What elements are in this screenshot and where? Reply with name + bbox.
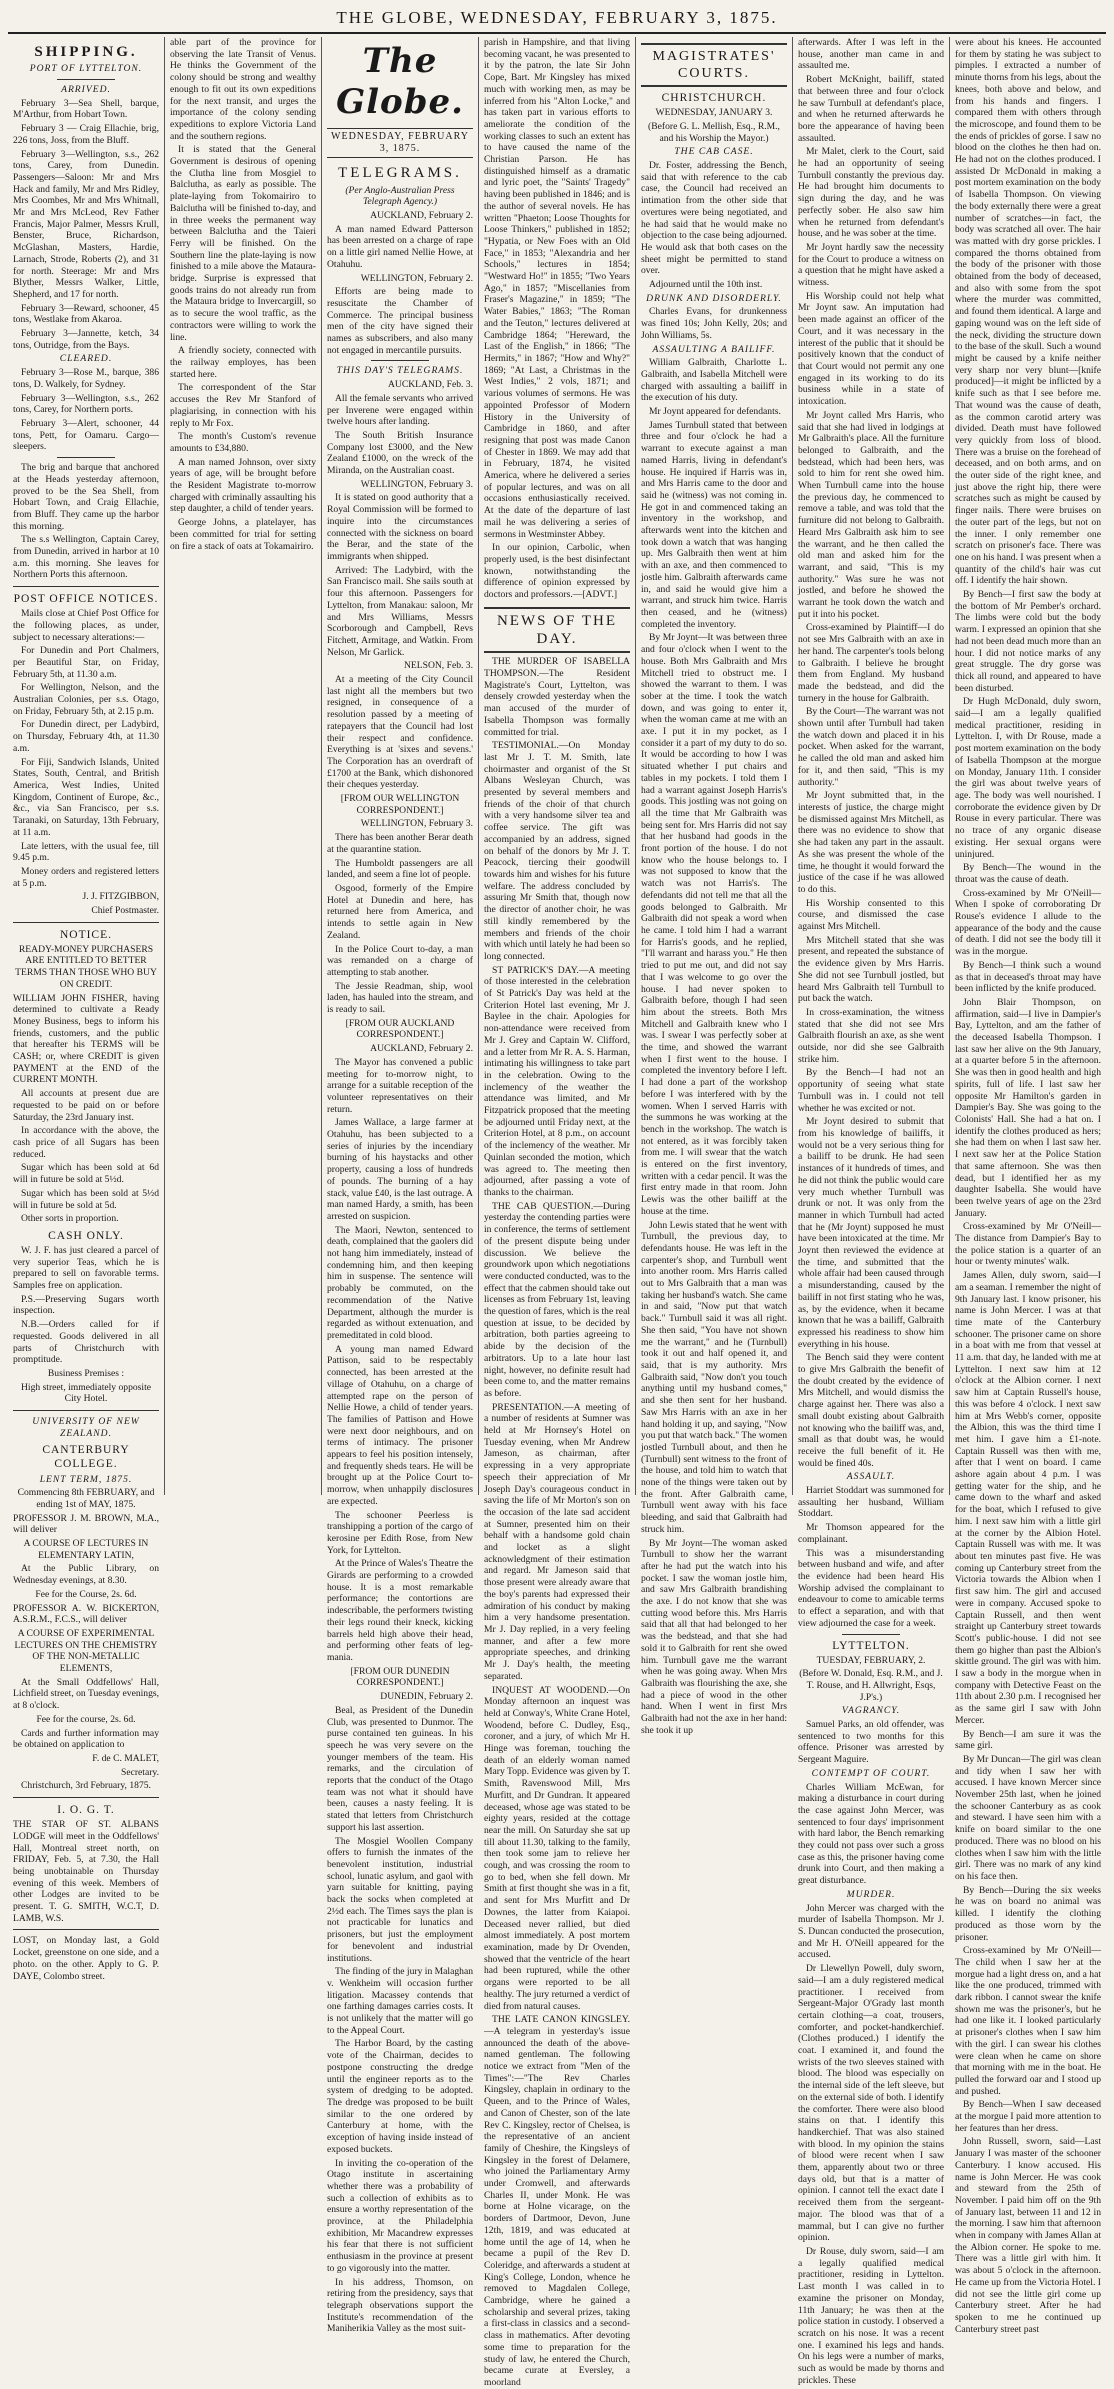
col5-para-17: Mr Thomson appeared for the complainant.	[798, 1522, 944, 1545]
tele-4: The South British Insurance Company lost £3000, and the New Zealand £1000, on the wreck of the Miranda, on the Australian coast.	[327, 429, 473, 477]
arrival-5: February 3—Jannette, ketch, 34 tons, Outridge, from the Bays.	[13, 328, 159, 351]
wellington-corr: [FROM OUR WELLINGTON CORRESPONDENT.]	[340, 793, 460, 816]
tele-5-place: WELLINGTON, February 3.	[360, 478, 473, 490]
premises-label: Business Premises :	[47, 1367, 125, 1379]
tele-19-place: DUNEDIN, February 2.	[380, 1691, 473, 1703]
shipping-para-2: The s.s Wellington, Captain Carey, from Dunedin, arrived in harbor at 10 a.m. this morning. She leaves for Northern Ports this afternoon.	[13, 534, 159, 581]
col6-para-3: Dr Hugh McDonald, duly sworn, said—I am a legally qualified medical practitioner, residing in Lyttelton. I, with Dr Rouse, made a post mortem examination on the body of Isabella Thompson at the morgue on Monday, January 11th. I consider the girl was about twelve years of age. The body was well nourished. I corroborate the evidence given by Dr Rouse in every particular. There was no trace of any organic disease existing. Her sexual organs were uninjured.	[955, 696, 1101, 860]
contempt-para: Charles William McEwan, for making a disturbance in court during the case against John Mercer, was sentenced to four days' imprisonment with hard labor, the Bench remarking they could not pass over such a gross case as this, the prisoner having come drunk into Court, and then making a great disturbance.	[798, 1781, 944, 1887]
tele-8: There has been another Berar death at the quarantine station.	[327, 832, 473, 855]
tele-3: All the female servants who arrived per Inverene were engaged within twelve hours after landing.	[327, 392, 473, 428]
murder-para-2: Dr Llewellyn Powell, duly sworn, said—I am a duly registered medical practitioner. I received from Sergeant-Major O'Grady last month certain clothing—a coat, trousers, comforter, and pocket-handkerchief. (Clothes produced.) I identify the coat. I examined it, and found the wrists of the two sleeves stained with blood. The blood was especially on the internal side of the left sleeve, but on the external side of both. I identify the comforter. There were also blood stains on that. I identify this handkerchief. That was also stained with blood. In my opinion the stains of blood were recent when I saw them, apparently about two or three days old, but that is a matter of opinion. I cannot tell the exact date I received them from the sergeant-major. The blood was that of a mammal, but I can give no further opinion.	[798, 1963, 944, 2244]
university-title: UNIVERSITY OF NEW ZEALAND.	[32, 1416, 140, 1439]
christchurch-title: CHRISTCHURCH.	[661, 92, 767, 105]
news-6: INQUEST AT WOODEND.—On Monday afternoon an inquest was held at Conway's, White Crane Hotel, Woodend, before C. Dudley, Esq., coroner, and a jury, of which Mr H. Hinge was foreman, touching the death of an elderly woman named Mary Topp. Evidence was given by T. Smith, Ravenswood Mill, Mrs Murfitt, and Dr Gundran. It appeared deceased, whose age was stated to be eighty years, resided at the cottage near the mill. On Saturday she sat up till about 11.30, talking to the family, then took some jam to relieve her cough, and was crossing the room to go to bed, when she fell down. Mr Smith at first thought she was in a fit, and sent for Mrs Murfitt and Dr Downes, the latter from Kaiapoi. Deceased never rallied, but died almost immediately. A post mortem examination, made by Dr Ovenden, showed that the ventricle of the heart had been ruptured, while the other organs were reported to be all healthy. The jury returned a verdict of died from natural causes.	[484, 1684, 630, 2012]
prof2-para: PROFESSOR A. W. BICKERTON, A.S.R.M., F.C.S., will deliver	[13, 1602, 159, 1626]
assault-para-5: John Lewis stated that he went with Turnbull, the previous day, to defendants house. He was left in the carpenter's shop, and Turnbull went into another room. Mrs Harris called out to Mrs Galbraith that a man was taking her husband's watch. She came in and said, "Now put that watch back." Turnbull said it was all right. She then said, "You have not shown me the warrant," and he (Turnbull) took it out and half opened it, and said, that is my authority. Mrs Galbraith said, "Now don't you touch anything until my husband comes," and she then sent for her husband. Saw Mrs Harris with an axe in her hand holding it up, and saying, "Now you put that watch back." The women jostled Turnbull about, and then he (Turnbull) sent witness to the front of the house, and told him to watch that none of the things were taken out by the front. After Galbraith came, Turnbull went away with his face bleeding, and said that Galbraith had struck him.	[641, 1219, 787, 1535]
news-title: NEWS OF THE DAY.	[484, 607, 630, 654]
notice-para-1: WILLIAM JOHN FISHER, having determined to cultivate a Ready Money Business, begs to inform his friends, customers, and the public that hereafter his TERMS will be CASH; or, where CREDIT is given PAYMENT at the END of the CURRENT MONTH.	[13, 992, 159, 1086]
tele-5: It is stated on good authority that a Royal Commission will be formed to inquire into the circumstances connected with the sickness on board the Berar, and the state of the immigrants when shipped.	[327, 492, 473, 562]
column-3	[322, 37, 479, 2335]
col6-para-12: By Bench—During the six weeks he was on board no animal was killed. I identify the clothing produced as those worn by the prisoner.	[955, 1884, 1101, 1943]
tele-9: The Humboldt passengers are all landed, and seem a fine lot of people.	[327, 857, 473, 881]
column-4	[479, 37, 636, 2388]
college-title: CANTERBURY COLLEGE.	[42, 1444, 130, 1471]
cab-case-heading: THE CAB CASE.	[674, 146, 754, 158]
auckland-corr: [FROM OUR AUCKLAND CORRESPONDENT.]	[345, 1017, 455, 1041]
assault-bailiff-heading: ASSAULTING A BAILIFF.	[652, 343, 776, 355]
arrived-heading: ARRIVED.	[61, 84, 111, 95]
col6-para-11: By Mr Duncan—The girl was clean and tidy when I saw her with accused. I have known Mercer since November 25th last, when he joined the schooner Canterbury as as cook and steward. I have seen him with a knife on board similar to the one produced. There was no blood on his clothes when I saw him with the little girl. There was no mark of any kind on his face then.	[955, 1753, 1101, 1882]
adjourned-note: Adjourned until the 10th inst.	[649, 279, 763, 291]
col6-para-8: Cross-examined by Mr O'Neill—The distance from Dampier's Bay to the police station is a quarter of an hour or twenty minutes' walk.	[955, 1221, 1101, 1268]
col5-para-1: afterwards. After I was left in the house, another man came in and assaulted me.	[798, 37, 944, 72]
post-sign-2: Chief Postmaster.	[91, 905, 159, 917]
iogt-title: I. O. G. T.	[57, 1804, 115, 1817]
prof1-fee: Fee for the Course, 2s. 6d.	[35, 1588, 137, 1600]
lost-para: LOST, on Monday last, a Gold Locket, greenstone on one side, and a photo. on the other. Apply to G. P. DAYE, Colombo street.	[13, 1935, 159, 1982]
prof2-fee: Fee for the course, 2s. 6d.	[36, 1713, 136, 1725]
prof2-location: At the Small Oddfellows' Hall, Lichfield street, on Tuesday evenings, at 8 o'clock.	[13, 1676, 160, 1712]
cards-sign-1: F. de C. MALET,	[92, 1752, 159, 1764]
col5-para-14: Mr Joynt desired to submit that from his knowledge of bailiffs, it would not be a very serious thing for a bailiff to be drunk. He had seen instances of it hundreds of times, and he did not think the public would care very much whether Turnbull was drunk or not. It was only from the manner in which Turnbull had acted that he (Mr Joynt) supposed he must have been intoxicated at the time. Mr Joynt then reviewed the evidence at the time, and submitted that the whole affair had been caused through a misunderstanding, caused by the bailiff in not first stating who he was, as, by the evidence, when it became known that he was a bailiff, Galbraith expressed his readiness to show him everything in his house.	[798, 1116, 944, 1350]
tele-21: The finding of the jury in Malaghan v. Wenkheim will occasion further litigation. Macassey contends that one farthing damages carries costs. It is not unlikely that the matter will go to the Appeal Court.	[327, 1966, 474, 2036]
column-7	[950, 37, 1106, 2335]
arrival-2: February 3 — Craig Ellachie, brig, 226 tons, Joss, from the Bluff.	[13, 123, 159, 146]
post-para-1: Mails close at Chief Post Office for the following places, as under, subject to necessary alterations:—	[13, 608, 159, 643]
tele-8-place: WELLINGTON, February 3.	[360, 818, 473, 830]
masthead: THE GLOBE, WEDNESDAY, FEBRUARY 3, 1875.	[8, 6, 1106, 34]
agency-note: (Per Anglo-Australian Press Telegraph Agency.)	[345, 184, 455, 208]
column-2	[165, 37, 322, 1495]
arrival-3: February 3—Wellington, s.s., 262 tons, Carey, from Dunedin. Passengers—Saloon: Mr and Mrs Hack and family, Mr and Mrs Ridley, Mrs Coombes, Mr and Mrs Whitnall, Mr and Mrs McLeod, Rev Father Francis, Major Palmer, Messrs Krull, Benster, Bruce, Richardson, McGlashan, Masters, Hardie, Larnach, Strode, Roberts (2), and 31 for north. Steerage: Mr and Mrs Blyther, Messrs Walker, Little, Shepherd, and 17 for north.	[13, 148, 159, 300]
arrival-1: February 3—Sea Shell, barque, M'Arthur, from Hobart Town.	[13, 97, 159, 121]
cards-para: Cards and further information may be obtained on application to	[13, 1727, 159, 1751]
assault-para-2: Mr Joynt appeared for defendants.	[649, 406, 781, 418]
court-date: WEDNESDAY, JANUARY 3.	[655, 107, 773, 119]
col5-para-6: Mr Joynt called Mrs Harris, who said that she had lived in lodgings at Mr Galbraith's place. All the furniture belonged to Galbraith, and the bedstead, which had been hers, was sold to him for rent she owed him. When Turnbull came into the house the previous day, he commenced to remove a table, and was told that the furniture did not belong to Galbraith. Heard Mrs Galbraith ask him to see the warrant, and he then called the old man and asked him for the warrant, and said, "This is my authority." Was sure he was not jostled, and before he showed the warrant he took down the watch and put it into his pocket.	[798, 409, 944, 620]
col2-continued: able part of the province for observing the late Transit of Venus. He thinks the Government of the colony should be strong and wealthy enough to fit out its own expeditions for the next transit, and urges the importance of the colony sending expeditions to explore Victoria Land and the southern regions.	[170, 37, 316, 142]
col6-para-6: By Bench—I think such a wound as that in deceased's throat may have been inflicted by the knife produced.	[955, 959, 1101, 995]
col5-para-11: Mrs Mitchell stated that she was present, and repeated the substance of the evidence given by Mrs Harris. She did not see Turnbull jostled, but heard Mrs Galbraith tell Turnbull to put back the watch.	[798, 934, 944, 1005]
tele-15: The Maori, Newton, sentenced to death, complained that the gaolers did not hang him immediately, instead of condemning him, and then keeping him in suspense. The sentence will probably be commuted, on the recommendation of the Native Department, although the murder is regarded as without extenuation, and premeditated in cold blood.	[327, 1224, 473, 1341]
col2-para-4: The correspondent of the Star accuses the Rev Mr Stanford of plagiarising, in connection with his reply to Mr Fox.	[170, 382, 316, 429]
news-4: THE CAB QUESTION.—During yesterday the contending parties were in conference, the terms of settlement of the present dispute being under discussion. We believe the groundwork upon which negotiations were conducted conducted, was to the effect that the cabmen should take out licenses as from February 1st, leaving the question of fares, which is the real question at issue, to be decided by arbitration, both parties agreeing to abide by the decision of the arbitrators. Up to a late hour last night, however, no definite result had been come to, and the matter remains as before.	[484, 1200, 630, 1399]
vagrancy-para: Samuel Parks, an old offender, was sentenced to two months for this offence. Prisoner was arrested by Sergeant Maguire.	[798, 1719, 944, 1766]
cards-sign-2: Secretary.	[121, 1766, 159, 1778]
cab-para: Dr. Foster, addressing the Bench, said that with reference to the cab case, the Council had received an intimation from the other side that overtures were being negotiated, and he had said that he would make no objection to the case being adjourned. He would ask that both cases on the sheet might be permitted to stand over.	[641, 159, 787, 277]
clearance-2: February 3—Wellington, s.s., 262 tons, Carey, for Northern ports.	[13, 392, 159, 416]
vagrancy-heading: VAGRANCY.	[841, 1705, 901, 1717]
col6-para-1: were about his knees. He accounted for them by stating he was subject to pimples. I extracted a number of minute thorns from his legs, about the knees, both above and below, and from his hands and fingers. I compared them with others through the microscope, and found them to be the ends of prickles of gorse. I saw no blood on the clothes he then had on. He had not on the clothes produced. I assisted Dr McDonald in making a post mortem examination on the body of Isabella Thompson. On viewing the body externally there were a great number of scratches—in fact, the body was scratched all over. The hair was matted with dry gorse prickles. I compared the thorns obtained from the body of the prisoner with those obtained from the body of deceased, and also with some from the spot where the murder was committed, and found them identical. A large and gaping wound was on the left side of the neck, dividing the structure down to the base of the skull. Such a wound might be caused by a knife neither very sharp nor very blunt—[knife produced]—it might be inflicted by a knife such as that I see before me. That wound was the cause of death, as the common carotid artery was divided. Death must have followed very quickly from loss of blood. There was a bruise on the forehead of deceased, and on both arms, and on the outer side of the right knee, and just above the right hip, there were scratches such as might be caused by finger nails. There were bruises on the outer part of the legs, but not on the inner. I only remember one scratch on prisoner's face. There was one on his hand. I was present when a quantity of the child's hair was cut off. I identify the hair shown.	[955, 37, 1101, 587]
notice-para-6: Other sorts in proportion.	[21, 1213, 119, 1225]
premises-address: High street, immediately opposite City Hotel.	[20, 1381, 152, 1405]
tele-11: In the Police Court to-day, a man was remanded on a charge of attempting to stab another.	[327, 943, 473, 978]
term-dates: Commencing 8th FEBRUARY, and ending 1st of MAY, 1875.	[17, 1487, 155, 1510]
col3-para-1: parish in Hampshire, and that living becoming vacant, he was presented to it by the patron, the late Sir John Cope, Bart. Mr Kingsley has mixed much with working men, as may be inferred from his "Alton Locke," and has taken part in various efforts to ameliorate the condition of the working classes to such an extent has to have caused the name of the Christian Parson. He has distinguished himself as a dramatic and lyric poet, the "Saints' Tragedy" having been published in 1846; and is the author of several novels. He has written "Phaeton; Loose Thoughts for Loose Thinkers," published in 1852; "Hypatia, or New Foes with an Old Face," in 1853; "Alexandria and her Schools," lectures in 1854; "Westward Ho!" in 1855; "Two Years Ago," in 1857; "Miscellanies from Fraser's Magazine," in 1859; "The Water Babies," 1863; "The Roman and the Teuton," lectures delivered at Cambridge 1864; "Hereward, the Last of the English," in 1866; "The Hermits," in 1867; "How and Why?" 1869; "At Last, a Christmas in the West Indies," 2 vols, 1871; and various volumes of sermons. He was appointed Professor of Modern History in the University of Cambridge in 1860, and after resigning that post was made Canon of Chester in 1869. We may add that in February, 1874, he visited America, where he delivered a series of popular lectures, and was on all occasions enthusiastically received. At the date of the departure of last mail he was delivering a series of sermons in Westminster Abbey.	[484, 37, 630, 540]
this-day-title: THIS DAY'S TELEGRAMS.	[336, 365, 464, 377]
col5-para-13: By the Bench—I had not an opportunity of seeing what state Turnbull was in. I could not tell whether he was excited or not.	[798, 1067, 944, 1114]
drunk-para: Charles Evans, for drunkenness was fined 10s; John Kelly, 20s; and John Williams, 5s.	[641, 306, 787, 341]
tele-12: The Jessie Readman, ship, wool laden, has hauled into the stream, and is ready to sail.	[327, 980, 473, 1016]
tele-20: The Mosgiel Woollen Company offers to furnish the inmates of the benevolent institution, industrial school, lunatic asylum, and gaol with yarn suitable for knitting, paying back the socks when completed at 2½d each. The Times says the plan is not practicable for lunatics and prisoners, but just the employment for benevolent and industrial institutions.	[327, 1835, 473, 1964]
cash-para-3: N.B.—Orders called for if requested. Goods delivered in all parts of Christchurch with promptitude.	[13, 1319, 159, 1366]
clearance-1: February 3—Rose M., barque, 386 tons, D. Walkely, for Sydney.	[13, 367, 159, 390]
notice-para-2: All accounts at present due are requested to be paid on or before Saturday, the 23rd January inst.	[13, 1088, 159, 1123]
post-title: POST OFFICE NOTICES.	[13, 593, 159, 606]
cash-para-2: P.S.—Preserving Sugars worth inspection.	[13, 1293, 159, 1317]
col2-para-7: George Johns, a platelayer, has been committed for trial for setting on fire a stack of oats at Tokamairiro.	[170, 517, 316, 552]
tele-1-place: AUCKLAND, February 2.	[370, 210, 473, 222]
iogt-para: THE STAR OF ST. ALBANS LODGE will meet in the Oddfellows' Hall, Montreal street north, on FRIDAY, Feb. 5, at 7.30, the Hall being unobtainable on Thursday evening of this week. Members of other Lodges are invited to be present. T. G. SMITH, W.C.T, D. LAMB, W.S.	[13, 1819, 159, 1924]
tele-18: At the Prince of Wales's Theatre the Girards are performing to a crowded house. It is a most remarkable performance; the contortions are indescribable, the performers twisting their legs round their kneck, kicking barrels held high above their head, and performing other feats of leg-mania.	[327, 1558, 473, 1663]
tele-13: The Mayor has convened a public meeting for to-morrow night, to arrange for a suitable reception of the volunteer representatives on their return.	[327, 1056, 473, 1115]
col2-para-2: It is stated that the General Government is desirous of opening the Clutha line from Mosgiel to Balclutha, as early as possible. The plate-laying from Tokomairiro to Balclutha will be finished to-day, and in three weeks the permanent way between Balclutha and the Taieri Ferry will be finished. On the Southern line the plate-laying is now finished to a mile above the Mataura-bridge. Surprise is expressed that goods trains do not already run from the Mataura bridge to Invercargill, so as to secure the wool traffic, as the contractors were willing to work the line.	[170, 144, 316, 343]
col2-para-5: The month's Custom's revenue amounts to £34,880.	[170, 431, 316, 454]
assault-para-3: James Turnbull stated that between three and four o'clock he had a warrant to execute against a man named Harris, living in defendant's house. He inquired if Harris was in, and Mrs Harris came to the door and said he (witness) was not coming in. He got in and commenced taking an inventory in the workshop, and afterwards went into the kitchen and took down a watch that was hanging up. Mrs Galbraith then went at him with an axe, and then commenced to jostle him. Galbraith afterwards came in, and said he would give him a warrant, and struck him twice. Harris then ceased, and he (witness) completed the inventory.	[641, 419, 787, 630]
cash-para-1: W. J. F. has just cleared a parcel of very superior Teas, which he is prepared to sell on favorable terms. Samples free on application.	[13, 1244, 159, 1292]
tele-2-place: WELLINGTON, February 2.	[360, 272, 473, 284]
tele-16: A young man named Edward Pattison, said to be respectably connected, has been arrested at the village of Otahuhu, on a charge of attempted rape on the person of Nellie Howe, a child of tender years. The families of Pattison and Howe were next door neighbours, and on terms of intimacy. The prisoner appears to feel his position intensely, and frequently sheds tears. He will be brought up at the Police Court to-morrow, when unhappily disclosures are expected.	[327, 1343, 473, 1507]
magistrates-title: MAGISTRATES' COURTS.	[641, 43, 787, 87]
col6-para-15: John Russell, sworn, said—Last January I was master of the schooner Canterbury. I know accused. His name is John Mercer. He was cook and steward from the 25th of November. I paid him off on the 9th of January last, between 11 and 12 in the morning. I saw him that afternoon when in company with James Allan at the Albion corner. He spoke to me. There was a little girl with him. It was about 5 o'clock in the afternoon. He came up from the Victoria Hotel. I did not see the little girl come up Canterbury street. After he had spoken to me he continued up Canterbury street past	[955, 2136, 1102, 2335]
prof1-course: A COURSE OF LECTURES IN ELEMENTARY LATIN,	[23, 1538, 149, 1561]
col3-para-2: In our opinion, Carbolic, when properly used, is the best disinfectant known, notwithstanding the difference of opinion expressed by doctors and professors.—[ADVT.]	[484, 542, 630, 601]
tele-7: At a meeting of the City Council last night all the members but two resigned, in consequence of a resolution passed by a meeting of ratepayers that the Council had lost their respect and confidence. Everything is at 'sixes and sevens.' The Corporation has an overdraft of £1700 at the Bank, which dishonored their cheques yesterday.	[327, 674, 473, 791]
term-title: LENT TERM, 1875.	[39, 1473, 133, 1485]
col5-para-12: In cross-examination, the witness stated that she did not see Mrs Galbraith flourish an axe, as she went outside, nor did she see Galbraith strike him.	[798, 1006, 944, 1065]
post-para-2: For Dunedin and Port Chalmers, per Beautiful Star, on Friday, February 5th, at 11.30 a.m.	[13, 645, 159, 680]
news-2: TESTIMONIAL.—On Monday last Mr J. T. M. Smith, late choirmaster and organist of the St Albans Wesleyan Church, was presented by several members and friends of the choir of that church with a very handsome silver tea and coffee service. The gift was accompanied by an address, signed on behalf of the donors by Mr J. T. Peacock, tiercing their goodwill towards him and wishes for his future welfare. The address concluded by assuring Mr Smith that, though now the director of another choir, he was still kindly remembered by the members and friends of the choir with which until lately he had been so long connected.	[484, 740, 630, 962]
lyttelton-title: LYTTELTON.	[832, 1639, 910, 1652]
telegrams-title: TELEGRAMS.	[338, 165, 462, 182]
assault-para-6: By Mr Joynt—The woman asked Turnbull to show her the warrant after he had put the watch into his pocket. I saw the woman jostle him, and saw Mrs Galbraith brandishing the axe. I do not know that she was cutting wood before this. Mrs Harris said that all that had belonged to her was the bedstead, and that she had sold it to Galbraith for rent she owed him. Turnbull gave me the warrant when he was going away. When Mrs Galbraith was flourishing the axe, she had a piece of wood in the other hand. When I went in first Mrs Galbraith had not the axe in her hand: she took it up	[641, 1537, 787, 1736]
tele-22: The Harbor Board, by the casting vote of the Chairman, decides to postpone constructing the dredge until the engineer reports as to the system of dredging to be adopted. The dredge was proposed to be built similar to the one ordered by Canterbury at home, with the exception of having inside instead of exposed buckets.	[327, 2038, 473, 2155]
news-7: THE LATE CANON KINGSLEY.—A telegram in yesterday's issue announced the death of the above-named gentleman. The following notice we extract from "Men of the Times":—"The Rev Charles Kingsley, chaplain in ordinary to the Queen, and to the Prince of Wales, and Canon of Chester, son of the late Rev C. Kingsley, rector of Chelsea, is the representative of an ancient family of Cheshire, the Kingsleys of Kingsley in the forest of Delamere, who joined the Parliamentary Army under Cromwell, and afterwards Charles II, under Monk. He was borne at Holne vicarage, on the borders of Dartmoor, Devon, June 12th, 1819, and was educated at home until the age of 14, when he became a pupil of the Rev D. Coleridge, and afterwards a student at King's College, London, whence he removed to Magdalen College, Cambridge, where he gained a scholarship and several prizes, taking a first-class in classics and a second-class in mathematics. After devoting some time to preparation for the study of law, he entered the Church, became curate at Eversley, a moorland	[484, 2014, 630, 2388]
col5-para-8: By the Court—The warrant was not shown until after Turnbull had taken the watch down and placed it in his pocket. When asked for the warrant, he called the old man and asked him for it, and then said, "This is my authority."	[798, 706, 944, 788]
tele-13-place: AUCKLAND, February 2.	[370, 1043, 473, 1055]
col5-para-16: Harriet Stoddart was summoned for assaulting her husband, William Stoddart.	[798, 1485, 944, 1520]
column-1	[8, 37, 165, 1982]
assault-para-1: William Galbraith, Charlotte L. Galbraith, and Isabella Mitchell were charged with assaulting a bailiff in the execution of his duty.	[641, 357, 787, 404]
col6-para-10: By Bench—I am sure it was the same girl.	[955, 1728, 1101, 1752]
tele-19: Beal, as President of the Dunedin Club, was presented to Dunmor. The purse contained ten guineas. In his speech he was very severe on the younger members of the team. His remarks, and the circulation of reports that the conduct of the Otago team was not what it should have been, causes a nasty feeling. It is stated that letters from Christchurch support his last assertion.	[327, 1704, 473, 1833]
news-5: PRESENTATION.—A meeting of a number of residents at Sumner was held at Mr Hornsey's Hotel on Tuesday evening, when Mr Andrew Jameson, as chairman, after expressing in a very appropriate speech their appreciation of Mr Joseph Day's courageous conduct in saving the life of Mr Morton's son on the occasion of the late sad accident at Sumner, presented him on their behalf with a handsome gold chain and locket as a slight acknowledgment of their estimation and regard. Mr Jameson said that those present were already aware that the boy's parents had expressed their admiration of his conduct by making him a very handsome presentation. Mr J. Day replied, in a very feeling manner, and after a few more appropriate speeches, and drinking Mr J. Day's health, the meeting separated.	[484, 1401, 630, 1682]
notice-para-4: Sugar which has been sold at 6d will in future be sold at 5½d.	[13, 1162, 159, 1186]
col6-para-5: Cross-examined by Mr O'Neill—When I spoke of corroborating Dr Rouse's evidence I allude to the appearance of the body and the cause of death. I did not see the body till it was in the morgue.	[955, 887, 1101, 958]
tele-23: In inviting the co-operation of the Otago institute in ascertaining whether there was a probability of such a collection of exhibits as to ensure a worthy representation of the province, at the Philadelphia exhibition, Mr Macandrew expresses his fear that there is not sufficient enthusiasm in the province at present to go vigorously into the matter.	[327, 2157, 473, 2274]
dunedin-corr: [FROM OUR DUNEDIN CORRESPONDENT.]	[350, 1665, 450, 1689]
col5-para-5: His Worship could not help what Mr Joynt saw. An imputation had been made against an officer of the Court, and it was necessary in the interest of the public that it should be positively known that the conduct of that Court would not permit any one engaged in its working to do its business while in a state of intoxication.	[798, 290, 944, 408]
col6-para-14: By Bench—When I saw deceased at the morgue I paid more attention to her features than her dress.	[955, 2099, 1101, 2134]
tele-14: James Wallace, a large farmer at Otahuhu, has been subjected to a series of injuries by the incendiary burning of his haystacks and other property, causing a loss of hundreds of pounds. The burning of a hay stack, value £40, is the last outrage. A man named Hardy, a smith, has been arrested on suspicion.	[327, 1117, 473, 1222]
drunk-heading: DRUNK AND DISORDERLY.	[646, 292, 782, 304]
murder-heading: MURDER.	[846, 1888, 896, 1900]
col6-para-13: Cross-examined by Mr O'Neill—The child when I saw her at the morgue had a light dress on, and a hat like the one produced, trimmed with dark ribbon. I cannot swear the knife shown me was the prisoner's, but he had one like it. I looked particularly at prisoner's clothes when I saw him with the girl. I can swear his clothes were clean when he came on shore that morning with me in the boat. He pulled the forward oar and I stood up and pushed.	[955, 1945, 1101, 2097]
post-para-5: For Fiji, Sandwich Islands, United States, South, Central, and British America, West Indies, United Kingdom, Continent of Europe, &c., &c., via San Francisco, per s.s. Taranaki, on Saturday, 13th February, at 11 a.m.	[13, 756, 159, 838]
column-5	[636, 37, 793, 1736]
col5-para-15: The Bench said they were content to give Mrs Galbraith the benefit of the doubt created by the evidence of Mrs Mitchell, and would dismiss the charge against her. There was also a small doubt existing about Galbraith not knowing who the bailiff was, and, small as that doubt was, he would receive the full benefit of it. He would be fined 40s.	[798, 1352, 944, 1469]
tele-24: In his address, Thomson, on retiring from the presidency, says that telegraph observations support the Institute's recommendation of the Maniherikia Valley as the most suit-	[327, 2276, 473, 2335]
assault-para-4: By Mr Joynt—It was between three and four o'clock when I went to the house. Both Mrs Galbraith and Mrs Mitchell tried to obstruct me. I showed the warrant to them. I was sober at the time. I took the watch down, and was going to enter it, when the woman came at me with an axe. I put it in my pocket, as I consider it a part of my duty to do so. It would be according to how I was situated whether I put chairs and tables in my pockets. I told them I had a warrant against Joseph Harris's goods. This jostling was not going on all the time that Mr Galbraith was being sent for. Mrs Harris did not say that her husband had goods in the front portion of the house. I do not know who the house belongs to. I was not supposed to know that the watch was not Harris's. The defendants did not tell me that all the goods belonged to Galbraith. Mr Galbraith did not speak a word when he came. I told him I had a warrant for Harris's goods, and he replied, "I'll warrant and harass you." He then tried to put me out, and did not say that I was welcome to go over the house. I had never spoken to Galbraith before, though I had seen him about the streets. Both Mrs Mitchell and Galbraith knew who I was. I swear I was perfectly sober at the time, and showed the warrant when I first went to the house. I completed the inventory before I left. I had done a part of the workshop before I was interfered with by the women. When I served Harris with the summons he was working at the bench in the workshop. The watch is not entered, as it was forcibly taken from me. I will swear that the watch is entered on the first inventory, written with a cedar pencil. It was the first entry made in that room. John Lewis was the other bailiff at the house at the time.	[641, 632, 787, 1217]
post-para-4: For Dunedin direct, per Ladybird, on Thursday, February 4th, at 11.30 a.m.	[13, 719, 159, 754]
col2-para-3: A friendly society, connected with the railway employes, has been started here.	[170, 345, 316, 380]
tele-1: A man named Edward Patterson has been arrested on a charge of rape on a little girl named Nellie Howe, at Otahuhu.	[327, 223, 473, 270]
shipping-title: SHIPPING.	[34, 44, 138, 60]
tele-2: Efforts are being made to resuscitate the Chamber of Commerce. The principal business men of the city have signed their names as subscribers, and also many not engaged in mercantile pursuits.	[327, 286, 473, 356]
notice-para-5: Sugar which has been sold at 5½d will in future be sold at 5d.	[13, 1187, 159, 1211]
murder-para-3: Dr Rouse, duly sworn, said—I am a legally qualified medical practitioner, residing in Lyttelton. Last month I was called in to examine the prisoner on Monday, 11th January; he was then at the police station in custody. I observed a scratch on his nose. It was a recent one. I examined his legs and hands. On his legs were a number of marks, such as would be made by thorns and prickles. These	[798, 2245, 944, 2386]
news-1: THE MURDER OF ISABELLA THOMPSON.—The Resident Magistrate's Court, Lyttelton, was densely crowded yesterday when the man accused of the murder of Isabella Thompson was formally committed for trial.	[484, 656, 630, 738]
col5-para-2: Robert McKnight, bailiff, stated that between three and four o'clock he saw Turnbull at defendant's place, and when he returned afterwards he bore the appearance of having been assaulted.	[798, 74, 944, 144]
col5-para-18: This was a misunderstanding between husband and wife, and after the evidence had been heard His Worship advised the complainant to endeavour to come to amicable terms to effect a separation, and with that view adjourned the case for a week.	[798, 1547, 944, 1629]
arrival-4: February 3—Reward, schooner, 45 tons, Westlake from Akaroa.	[13, 302, 159, 326]
col6-para-4: By Bench—The wound in the throat was the cause of death.	[955, 862, 1101, 885]
murder-para-1: John Mercer was charged with the murder of Isabella Thompson. Mr J. S. Duncan conducted the prosecution, and Mr H. O'Neill appeared for the accused.	[798, 1902, 944, 1961]
tele-17: The schooner Peerless is transhipping a portion of the cargo of kerosine per Edith Rose, from New York, for Lyttelton.	[327, 1509, 473, 1556]
tele-3-place: AUCKLAND, Feb. 3.	[387, 379, 473, 391]
lyttelton-date: TUESDAY, FEBRUARY, 2.	[816, 1654, 926, 1666]
col5-para-10: His Worship consented to this course, and dismissed the case against Mrs Mitchell.	[798, 897, 944, 933]
lyttelton-before: (Before W. Donald, Esq. R.M., and J. T. Rouse, and H. Allwright, Esqs, J.P's.)	[799, 1668, 943, 1703]
prof2-course: A COURSE OF EXPERIMENTAL LECTURES ON THE CHEMISTRY OF THE NON-METALLIC ELEMENTS,	[14, 1627, 158, 1675]
cleared-heading: CLEARED.	[59, 353, 113, 365]
col5-para-4: Mr Joynt hardly saw the necessity for the Court to produce a witness on a question that he might have asked a witness.	[798, 241, 944, 289]
col2-para-6: A man named Johnson, over sixty years of age, will be brought before the Resident Magistrate to-morrow charged with criminally assaulting his step daughter, a child of tender years.	[170, 456, 316, 515]
tele-7-place: NELSON, Feb. 3.	[403, 660, 473, 672]
contempt-heading: CONTEMPT OF COURT.	[811, 1767, 931, 1779]
cards-date: Christchurch, 3rd February, 1875.	[21, 1780, 151, 1792]
col5-para-7: Cross-examined by Plaintiff—I do not see Mrs Galbraith with an axe in her hand. The carpenter's tools belong to Galbraith. I believe he brought them from England. My husband made the bedstead, and did the turnery in the house for Galbraith.	[798, 622, 944, 704]
port-title: PORT OF LYTTELTON.	[29, 63, 143, 75]
col5-para-9: Mr Joynt submitted that, in the interests of justice, the charge might be dismissed against Mrs Mitchell, as there was no evidence to show that she had taken any part in the assault. As she was present the whole of the time, he thought it would forward the justice of the case if he was allowed to do this.	[798, 790, 944, 895]
court-before: (Before G. L. Mellish, Esq., R.M., and his Worship the Mayor.)	[648, 120, 780, 144]
notice-head: READY-MONEY PURCHASERS ARE ENTITLED TO BETTER TERMS THAN THOSE WHO BUY ON CREDIT.	[15, 943, 157, 990]
columns	[8, 37, 1106, 2388]
prof1-para: PROFESSOR J. M. BROWN, M.A., will deliver	[13, 1512, 159, 1536]
column-6	[793, 37, 950, 2386]
col6-para-7: John Blair Thompson, on affirmation, said—I live in Dampier's Bay, Lyttelton, and am the father of the deceased Isabella Thompson. I last saw her alive on the 9th January, at a quarter before 5 in the afternoon. She was then in good health and high spirits, full of life. I last saw her opposite Mr Hamilton's garden in Dampier's Bay. She was going to the Colonists' Hall. She had a hat on. I identify the clothes produced as hers; she had them on when I last saw her. I next saw her at the Police Station that same afternoon. She was then dead, but I identified her as my daughter Isabella. She would have been twelve years of age on the 23rd January.	[955, 996, 1101, 1219]
post-para-7: Money orders and registered letters at 5 p.m.	[13, 865, 159, 889]
dateline: WEDNESDAY, FEBRUARY 3, 1875.	[327, 128, 473, 158]
tele-10: Osgood, formerly of the Empire Hotel at Dunedin and here, has returned here from America, and intends to settle again in New Zealand.	[327, 882, 473, 941]
post-para-3: For Wellington, Nelson, and the Australian Colonies, per s.s. Otago, on Friday, February 5th, at 2.15 p.m.	[13, 682, 159, 717]
col6-para-2: By Bench—I first saw the body at the bottom of Mr Pember's orchard. The limbs were cold but the body warm. I expressed an opinion that she had not been dead much more than an hour. I did not notice marks of any great struggle. The dry gorse was thick all round, and appeared to have been disturbed.	[955, 589, 1101, 694]
cash-title: CASH ONLY.	[48, 1229, 124, 1242]
post-para-6: Late letters, with the usual fee, till 9.45 p.m.	[13, 840, 159, 864]
shipping-para-1: The brig and barque that anchored at the Heads yesterday afternoon, proved to be the Sea Shell, from Hobart Town, and Craig Ellachie, from Bluff. They came up the harbor this morning.	[13, 462, 159, 532]
post-sign-1: J. J. FITZGIBBON,	[82, 891, 159, 903]
notice-para-3: In accordance with the above, the cash price of all Sugars has been reduced.	[13, 1125, 159, 1160]
col6-para-9: James Allen, duly sworn, said—I am a seaman. I remember the night of 9th January last. I know prisoner, his name is John Mercer. I was at that time mate of the Canterbury schooner. The prisoner came on shore in a boat with me from that vessel at 11 a.m. that day, he landed with me at Lyttelton. I next saw him at 12 o'clock at the Albion corner. I next saw him at Captain Russell's house, this was before 4 o'clock. I next saw him at Mrs Webb's corner, opposite the Albion, this was the third time I met him. I gave him a £1-note. Captain Russell was then with me, after that I went on board. I came ashore again about 4 p.m. I was getting water for the ship, and he came down to the wharf and asked for the boat, which I refused to give him. I next saw him with a little girl at the corner by the Albion Hotel. Captain Russell was with me. It was about ten minutes past five. He was coming up Canterbury street from the Victoria towards the Albion when I first saw him. The girl and accused were in company. Accused spoke to Captain Russell, and then went straight up Canterbury street towards Scott's public-house. I did not see them go higher than past the Albion's skittle ground. The girl was with him. I saw a body in the morgue when in company with Detective Feast on the 11th about 2.30 p.m. I recognised her as the same girl I saw with John Mercer.	[955, 1270, 1101, 1726]
globe-logo: The Globe.	[336, 41, 464, 123]
col5-para-3: Mr Malet, clerk to the Court, said he had an opportunity of seeing Turnbull constantly the previous day. He had brought him documents to sign during the day, and he was perfectly sober. He also saw him when he returned from defendant's house, and he was sober at the time.	[798, 146, 944, 240]
tele-6: Arrived: The Ladybird, with the San Francisco mail. She sails south at four this afternoon. Passengers for Lyttelton, from Manakau: saloon, Mr and Mrs Williams, Messrs Scorborough and Campbell, Revs Fitchett, Armitage, and Watkin. From Nelson, Mr Garlick.	[327, 564, 473, 658]
assault-heading: ASSAULT.	[846, 1471, 896, 1483]
news-3: ST PATRICK'S DAY.—A meeting of those interested in the celebration of St Patrick's Day was held at the Criterion Hotel last evening, Mr J. Baylee in the chair. Apologies for non-attendance were received from Mr J. Grey and Captain W. Clifford, and a letter from Mr R. A. S. Harman, intimating his willingness to take part in the celebration. Owing to the inclemency of the weather the attendance was limited, and Mr Fitzpatrick proposed that the meeting be adjourned until Friday next, at the Criterion Hotel, at 8 p.m., on account of the inclemency of the weather. Mr Quinlan seconded the motion, which was agreed to. The meeting then adjourned, after passing a vote of thanks to the chairman.	[484, 964, 631, 1198]
prof1-location: At the Public Library, on Wednesday evenings, at 8.30.	[13, 1563, 159, 1587]
notice-title: NOTICE.	[59, 928, 113, 941]
clearance-3: February 3—Alert, schooner, 44 tons, Pett, for Oamaru. Cargo—sleepers.	[13, 417, 159, 453]
